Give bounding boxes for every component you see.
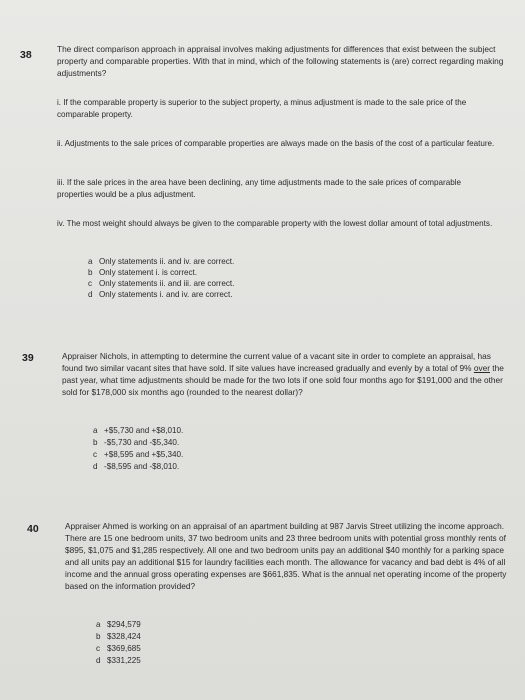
choice-letter: a <box>88 257 93 266</box>
q39-choice-b[interactable] <box>93 437 179 448</box>
q39-text-part-1: Appraiser Nichols, in attempting to determine the current value of a vacant site in order to complete an appraisal, has found two similar vacant sites that have sold. If site values have increased gradually and evenly by a total of 9% <box>62 351 491 373</box>
choice-text: Only statements ii. and iii. are correct. <box>99 279 235 288</box>
choice-letter: d <box>93 462 98 471</box>
choice-text: -$8,595 and -$8,010. <box>104 462 180 471</box>
q40-choice-a[interactable] <box>96 619 141 630</box>
choice-letter: d <box>96 656 101 665</box>
q40-choice-d[interactable] <box>96 655 141 666</box>
choice-letter: c <box>93 450 98 459</box>
choice-letter: a <box>93 426 98 435</box>
q39-choice-c[interactable] <box>93 449 183 460</box>
choice-text: +$5,730 and +$8,010. <box>104 426 184 435</box>
q38-choice-b[interactable] <box>88 267 197 278</box>
q39-choice-a[interactable] <box>93 425 183 436</box>
q38-choice-c[interactable] <box>88 278 234 289</box>
choice-text: $369,685 <box>107 644 141 653</box>
choice-text: Only statement i. is correct. <box>99 268 198 277</box>
question-39-text <box>62 350 508 398</box>
q38-statement-iii: iii. If the sale prices in the area have been declining, any time adjustments made to the sale prices of comparable properties would be a plus adjustment. <box>57 178 462 199</box>
choice-text: Only statements i. and iv. are correct. <box>99 290 233 299</box>
choice-text: +$8,595 and +$5,340. <box>104 450 184 459</box>
q38-choice-d[interactable] <box>88 289 232 300</box>
choice-letter: c <box>96 644 101 653</box>
choice-text: $328,424 <box>107 632 141 641</box>
choice-letter: b <box>88 268 93 277</box>
q38-statement-ii: ii. Adjustments to the sale prices of comparable properties are always made on the basis of the cost of a particular feature. <box>57 139 495 148</box>
choice-letter: c <box>88 279 93 288</box>
question-number-38: 38 <box>20 49 32 61</box>
choice-text: $331,225 <box>107 656 141 665</box>
question-number-39: 39 <box>22 352 34 364</box>
q40-choice-b[interactable] <box>96 631 141 642</box>
choice-letter: d <box>88 290 93 299</box>
choice-letter: b <box>96 632 101 641</box>
q39-text-part-2: the past year, what time adjustments should be made for the two lots if one sold four months ago for $191,000 and the other sold for $178,000 six months ago (rounded to the nearest dollar)? <box>62 363 504 397</box>
choice-letter: a <box>96 620 101 629</box>
question-number-40: 40 <box>27 523 39 535</box>
choice-text: Only statements ii. and iv. are correct. <box>99 257 235 266</box>
choice-letter: b <box>93 438 98 447</box>
q40-choice-c[interactable] <box>96 643 141 654</box>
q39-underlined-word: over <box>473 363 490 373</box>
choice-text: -$5,730 and -$5,340. <box>104 438 180 447</box>
question-38-text: The direct comparison approach in appraisal involves making adjustments for differences that exist between the subject property and comparable properties. With that in mind, which of the following statements is (are) correct regarding making adjustments? <box>57 44 504 78</box>
q39-choice-d[interactable] <box>93 461 179 472</box>
q38-statement-i: i. If the comparable property is superior to the subject property, a minus adjustment is made to the sale price of the comparable property. <box>57 98 467 119</box>
question-40-text: Appraiser Ahmed is working on an appraisal of an apartment building at 987 Jarvis Street utilizing the income approach. There are 15 one bedroom units, 37 two bedroom units and 23 three bedroom units with potential gross monthly rents of $895, $1,075 and $1,285 respectively. All one and two bedroom units pay an additional $40 monthly for a parking space and all units pay an additional $15 for laundry facilities each month. The allowance for vacancy and bad debt is 4% of all income and the annual gross operating expenses are $661,835. What is the annual net operating income of the property based on the information provided? <box>65 521 507 591</box>
q38-choice-a[interactable] <box>88 256 234 267</box>
q38-statement-iv: iv. The most weight should always be given to the comparable property with the lowest dollar amount of total adjustments. <box>57 219 493 228</box>
choice-text: $294,579 <box>107 620 141 629</box>
